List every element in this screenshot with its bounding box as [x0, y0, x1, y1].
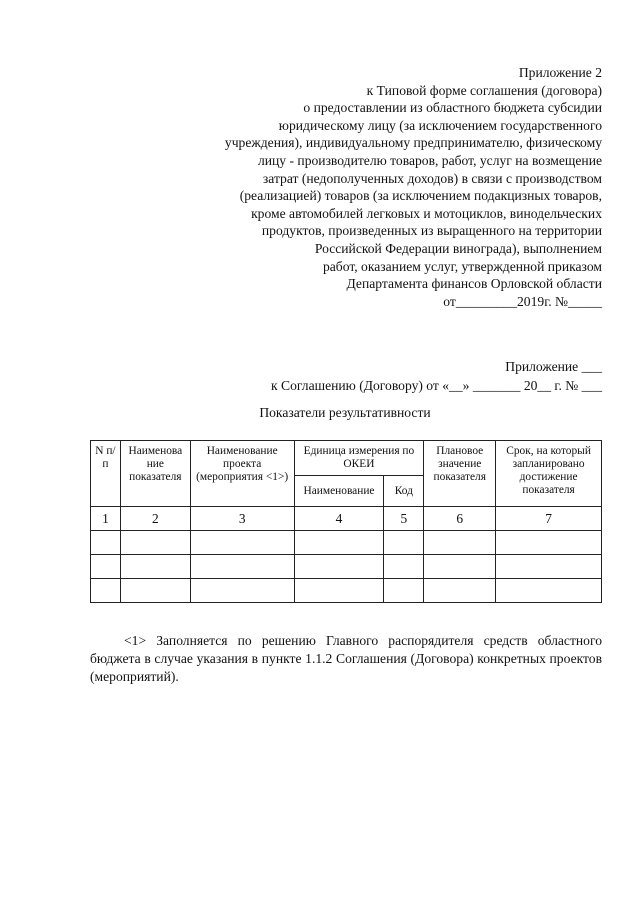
- header-planned-value: Плановое значение показателя: [424, 441, 496, 507]
- empty-cell: [496, 531, 602, 555]
- table-row: [91, 579, 602, 603]
- column-number: 5: [384, 507, 424, 531]
- empty-cell: [190, 555, 294, 579]
- column-number: 3: [190, 507, 294, 531]
- column-number: 6: [424, 507, 496, 531]
- header-project-name: Наименование проекта (мероприятия <1>): [190, 441, 294, 507]
- appendix-line: к Типовой форме соглашения (договора): [366, 82, 602, 98]
- empty-cell: [120, 579, 190, 603]
- empty-cell: [384, 579, 424, 603]
- column-number: 2: [120, 507, 190, 531]
- empty-cell: [424, 579, 496, 603]
- header-indicator-name: Наименова ние показателя: [120, 441, 190, 507]
- empty-cell: [91, 579, 121, 603]
- appendix-line: Приложение 2: [518, 65, 602, 80]
- appendix-line: юридическому лицу (за исключением государственного: [278, 117, 602, 133]
- column-number: 1: [91, 507, 121, 531]
- column-number: 7: [496, 507, 602, 531]
- header-deadline: Срок, на который запланировано достижение показателя: [496, 441, 602, 507]
- empty-cell: [190, 579, 294, 603]
- appendix-line: лицу - производителю товаров, работ, услуг на возмещение: [257, 152, 602, 168]
- header-num: N п/п: [91, 441, 121, 507]
- empty-cell: [294, 579, 384, 603]
- attachment-number-line: Приложение ___: [505, 359, 602, 374]
- appendix-line: учреждения), индивидуальному предпринимателю, физическому: [224, 135, 602, 151]
- empty-cell: [496, 579, 602, 603]
- empty-cell: [424, 531, 496, 555]
- column-number: 4: [294, 507, 384, 531]
- empty-cell: [120, 531, 190, 555]
- empty-cell: [294, 555, 384, 579]
- empty-cell: [384, 555, 424, 579]
- empty-cell: [294, 531, 384, 555]
- empty-cell: [120, 555, 190, 579]
- appendix-line: о предоставлении из областного бюджета субсидии: [303, 100, 602, 116]
- appendix-header: [132, 64, 602, 310]
- footnote: <1> Заполняется по решению Главного распорядителя средств областного бюджета в случае указания в пункте 1.1.2 Соглашения (Договора) конкретных проектов (мероприятий).: [90, 633, 602, 684]
- header-unit-code: Код: [384, 476, 424, 507]
- empty-cell: [91, 555, 121, 579]
- empty-cell: [384, 531, 424, 555]
- header-unit: Единица измерения по ОКЕИ: [294, 441, 424, 476]
- header-unit-name: Наименование: [294, 476, 384, 507]
- appendix-line: продуктов, произведенных из выращенного на территории: [261, 223, 602, 239]
- empty-cell: [496, 555, 602, 579]
- empty-cell: [91, 531, 121, 555]
- appendix-line: затрат (недополученных доходов) в связи с производством: [262, 170, 602, 186]
- column-numbers-row: [91, 507, 602, 531]
- attachment-agreement-line: к Соглашению (Договору) от «__» _______ 20__ г. № ___: [271, 378, 602, 393]
- appendix-date-line: от_________2019г. №_____: [443, 293, 602, 309]
- indicators-table: [90, 440, 602, 603]
- appendix-line: (реализацией) товаров (за исключением подакцизных товаров,: [239, 188, 602, 204]
- table-row: [91, 531, 602, 555]
- empty-cell: [424, 555, 496, 579]
- appendix-line: работ, оказанием услуг, утвержденной приказом: [322, 258, 602, 274]
- appendix-line: Департамента финансов Орловской области: [346, 276, 602, 292]
- appendix-line: Российской Федерации винограда), выполнением: [314, 240, 602, 256]
- empty-cell: [190, 531, 294, 555]
- table-row: [91, 555, 602, 579]
- table-header-row: [91, 441, 602, 476]
- attachment-header: [132, 357, 602, 395]
- table-title: Показатели результативности: [259, 405, 431, 420]
- appendix-line: кроме автомобилей легковых и мотоциклов, винодельческих: [251, 205, 602, 221]
